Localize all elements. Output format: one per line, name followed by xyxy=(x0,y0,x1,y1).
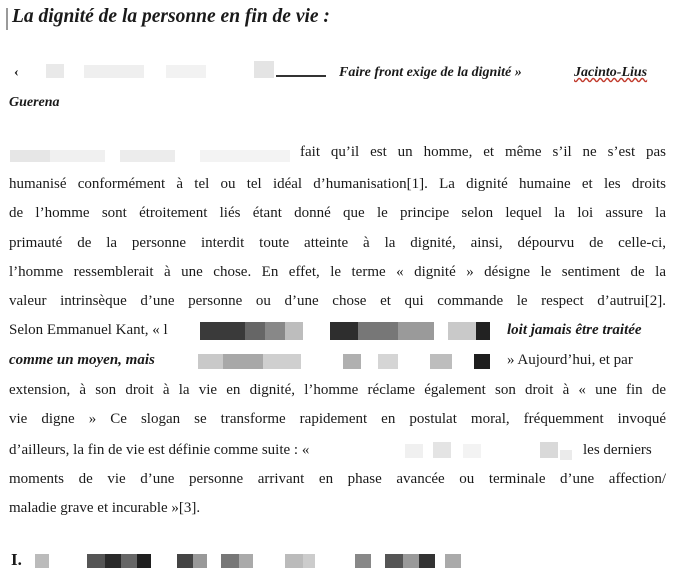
paragraph-fragment: » Aujourd’hui, et par xyxy=(507,352,633,368)
paragraph-line: extension, à son droit à la vie en dignité, l’homme réclame également son droit à « une fin de xyxy=(9,382,666,398)
paragraph-line: maladie grave et incurable »[3]. xyxy=(9,500,201,516)
paragraph-fragment: Selon Emmanuel Kant, « l xyxy=(9,322,168,338)
paragraph-line: moments de vie d’une personne arrivant en phase avancée ou terminale d’une affection/ xyxy=(9,471,666,487)
paragraph-fragment: les derniers xyxy=(583,442,652,458)
paragraph-line: de l’homme sont étroitement liés étant donné que le principe selon lequel la loi assure la xyxy=(9,205,666,221)
epigraph-open-mark: ‹ xyxy=(14,65,19,80)
paragraph-fragment: loit jamais être traitée xyxy=(507,322,642,338)
epigraph-author-first: Jacinto-Lius xyxy=(574,65,648,80)
epigraph-redaction xyxy=(26,61,326,81)
redaction-line8 xyxy=(198,350,493,370)
paragraph-line: valeur intrinsèque d’une personne ou d’une chose et qui commande le respect d’autrui[2]. xyxy=(9,293,666,309)
paragraph-line: humanisé conformément à tel ou tel idéal d’humanisation[1]. La dignité humaine et les droits xyxy=(9,176,666,192)
document-title: La dignité de la personne en fin de vie : xyxy=(12,6,330,27)
redaction-line1 xyxy=(10,144,295,164)
paragraph-line: primauté de la personne interdit toute atteinte à la dignité, ainsi, dépourvu de celle-ci, xyxy=(9,235,666,251)
paragraph-fragment: comme un moyen, mais xyxy=(9,352,155,368)
epigraph-text: Faire front exige de la dignité » xyxy=(339,65,522,80)
epigraph-author-last: Guerena xyxy=(9,95,60,110)
section-heading: I. xyxy=(11,550,22,569)
redaction-line7 xyxy=(200,319,500,341)
paragraph-line: vie digne » Ce slogan se transforme rapidement en postulat moral, fréquemment invoqué xyxy=(9,411,666,427)
paragraph-fragment: d’ailleurs, la fin de vie est définie comme suite : « xyxy=(9,442,310,458)
section-heading-redaction xyxy=(35,551,480,571)
text-cursor xyxy=(6,8,8,30)
paragraph-line: fait qu’il est un homme, et même s’il ne s’est pas xyxy=(300,144,666,160)
paragraph-line: l’homme ressemblerait à une chose. En effet, le terme « dignité » désigne le sentiment de la xyxy=(9,264,666,280)
redaction-line11 xyxy=(405,440,577,462)
